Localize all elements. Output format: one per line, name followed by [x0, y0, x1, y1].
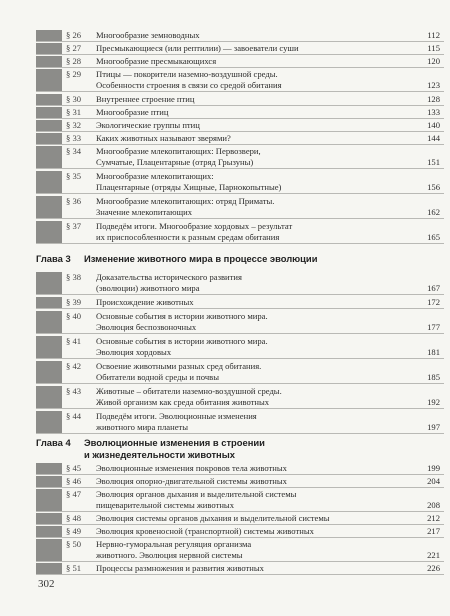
section-marker: [36, 513, 62, 524]
section-marker: [36, 56, 62, 67]
section-title: Птицы — покорители наземно-воздушной среды. Особенности строения в связи со средой обитания: [96, 69, 282, 90]
section-title: Подведём итоги. Многообразие хордовых – результат их приспособленности к разным средам обитания: [96, 221, 293, 242]
section-number: § 30: [66, 94, 82, 104]
toc-entry-s34[interactable]: [36, 146, 444, 169]
section-page: 144: [427, 133, 440, 143]
section-marker: [36, 69, 62, 91]
section-title: Происхождение животных: [96, 297, 194, 307]
toc-entry-s45[interactable]: [36, 463, 444, 475]
section-page: 212: [427, 513, 440, 523]
section-marker: [36, 146, 62, 168]
chapter-title: Изменение животного мира в процессе эволюции: [84, 253, 318, 264]
section-page: 162: [427, 207, 440, 217]
section-page: 221: [427, 550, 440, 560]
toc-entry-s33[interactable]: [36, 133, 444, 145]
section-page: 217: [427, 526, 440, 536]
section-title: Эволюция опорно-двигательной системы животных: [96, 476, 287, 486]
section-marker: [36, 489, 62, 511]
toc-entry-s28[interactable]: [36, 56, 444, 68]
section-number: § 28: [66, 56, 82, 66]
toc-entry-s41[interactable]: [36, 336, 444, 359]
chapter-title: Эволюционные изменения в строении и жизнедеятельности животных: [84, 437, 265, 460]
section-page: 133: [427, 107, 440, 117]
section-marker: [36, 311, 62, 333]
toc-entry-s46[interactable]: [36, 476, 444, 488]
section-marker: [36, 43, 62, 54]
section-title: Эволюция кровеносной (транспортной) системы животных: [96, 526, 314, 536]
section-title: Пресмыкающиеся (или рептилии) — завоеватели суши: [96, 43, 299, 53]
section-number: § 44: [66, 411, 82, 421]
section-page: 192: [427, 397, 440, 407]
section-marker: [36, 411, 62, 433]
section-marker: [36, 171, 62, 193]
toc-entry-s31[interactable]: [36, 107, 444, 119]
section-title: Каких животных называют зверями?: [96, 133, 231, 143]
section-number: § 26: [66, 30, 82, 40]
chapter-3-heading[interactable]: [36, 253, 444, 265]
section-page: 165: [427, 232, 440, 242]
section-number: § 39: [66, 297, 82, 307]
toc-entry-s40[interactable]: [36, 311, 444, 334]
toc-entry-s37[interactable]: [36, 221, 444, 244]
section-title: Основные события в истории животного мира. Эволюция беспозвоночных: [96, 311, 268, 332]
section-title: Эволюция органов дыхания и выделительной системы пищеварительной системы животных: [96, 489, 297, 510]
section-marker: [36, 94, 62, 105]
section-number: § 40: [66, 311, 82, 321]
section-title: Экологические группы птиц: [96, 120, 200, 130]
section-page: 204: [427, 476, 440, 486]
section-page: 172: [427, 297, 440, 307]
toc-entry-s48[interactable]: [36, 513, 444, 525]
section-page: 128: [427, 94, 440, 104]
section-page: 199: [427, 463, 440, 473]
section-marker: [36, 297, 62, 308]
section-page: 226: [427, 563, 440, 573]
section-title: Многообразие млекопитающих: Плацентарные (отряды Хищные, Парнокопытные): [96, 171, 282, 192]
section-number: § 46: [66, 476, 82, 486]
section-title: Подведём итоги. Эволюционные изменения животного мира планеты: [96, 411, 257, 432]
section-number: § 38: [66, 272, 82, 282]
section-marker: [36, 133, 62, 144]
section-number: § 31: [66, 107, 82, 117]
section-number: § 34: [66, 146, 82, 156]
section-marker: [36, 563, 62, 574]
section-marker: [36, 107, 62, 118]
toc-entry-s51[interactable]: [36, 563, 444, 575]
chapter-4-heading[interactable]: [36, 437, 444, 461]
section-number: § 27: [66, 43, 82, 53]
toc-entry-s44[interactable]: [36, 411, 444, 434]
section-number: § 41: [66, 336, 82, 346]
section-page: 167: [427, 283, 440, 293]
toc-entry-s49[interactable]: [36, 526, 444, 538]
section-marker: [36, 120, 62, 131]
section-number: § 50: [66, 539, 82, 549]
section-marker: [36, 30, 62, 41]
section-number: § 37: [66, 221, 82, 231]
section-title: Многообразие птиц: [96, 107, 169, 117]
section-number: § 43: [66, 386, 82, 396]
toc-entry-s29[interactable]: [36, 69, 444, 92]
section-marker: [36, 361, 62, 383]
section-page: 140: [427, 120, 440, 130]
section-number: § 29: [66, 69, 82, 79]
section-page: 123: [427, 80, 440, 90]
section-marker: [36, 336, 62, 358]
section-title: Животные – обитатели наземно-воздушной среды. Живой организм как среда обитания животных: [96, 386, 282, 407]
section-page: 151: [427, 157, 440, 167]
chapter-label: Глава 3: [36, 253, 71, 264]
section-title: Многообразие пресмыкающихся: [96, 56, 217, 66]
toc-entry-s42[interactable]: [36, 361, 444, 384]
section-title: Освоение животными разных сред обитания. Обитатели водной среды и почвы: [96, 361, 262, 382]
section-number: § 51: [66, 563, 82, 573]
section-number: § 45: [66, 463, 82, 473]
section-number: § 33: [66, 133, 82, 143]
toc-entry-s27[interactable]: [36, 43, 444, 55]
section-title: Многообразие млекопитающих: отряд Приматы. Значение млекопитающих: [96, 196, 275, 217]
section-marker: [36, 386, 62, 408]
section-title: Процессы размножения и развития животных: [96, 563, 264, 573]
section-title: Внутреннее строение птиц: [96, 94, 195, 104]
toc-entry-s47[interactable]: [36, 489, 444, 512]
section-page: 115: [427, 43, 440, 53]
section-page: 112: [427, 30, 440, 40]
section-page: 197: [427, 422, 440, 432]
section-page: 177: [427, 322, 440, 332]
section-number: § 32: [66, 120, 82, 130]
toc-entry-s35[interactable]: [36, 171, 444, 194]
section-marker: [36, 221, 62, 243]
section-number: § 42: [66, 361, 82, 371]
section-page: 208: [427, 500, 440, 510]
toc-entry-s38[interactable]: [36, 272, 444, 295]
toc-entry-s30[interactable]: [36, 94, 444, 106]
section-title: Нервно-гуморальная регуляция организма животного. Эволюция нервной системы: [96, 539, 252, 560]
toc-entry-s50[interactable]: [36, 539, 444, 562]
section-title: Эволюция системы органов дыхания и выделительной системы: [96, 513, 330, 523]
section-number: § 36: [66, 196, 82, 206]
section-page: 156: [427, 182, 440, 192]
chapter-label: Глава 4: [36, 437, 71, 448]
section-number: § 47: [66, 489, 82, 499]
section-page: 185: [427, 372, 440, 382]
section-marker: [36, 526, 62, 537]
toc-entry-s43[interactable]: [36, 386, 444, 409]
toc-entry-s36[interactable]: [36, 196, 444, 219]
section-title: Эволюционные изменения покровов тела животных: [96, 463, 287, 473]
section-marker: [36, 272, 62, 294]
page-number: 302: [38, 578, 55, 590]
section-marker: [36, 463, 62, 474]
section-number: § 49: [66, 526, 82, 536]
section-marker: [36, 539, 62, 561]
section-number: § 35: [66, 171, 82, 181]
toc-entry-s26[interactable]: [36, 30, 444, 42]
section-title: Многообразие земноводных: [96, 30, 200, 40]
section-page: 120: [427, 56, 440, 66]
section-marker: [36, 476, 62, 487]
toc-entry-s32[interactable]: [36, 120, 444, 132]
section-page: 181: [427, 347, 440, 357]
section-title: Основные события в истории животного мира. Эволюция хордовых: [96, 336, 268, 357]
toc-entry-s39[interactable]: [36, 297, 444, 309]
section-title: Многообразие млекопитающих: Первозвери, Сумчатые, Плацентарные (отряд Грызуны): [96, 146, 261, 167]
section-title: Доказательства исторического развития (эволюции) животного мира: [96, 272, 242, 293]
section-number: § 48: [66, 513, 82, 523]
section-marker: [36, 196, 62, 218]
